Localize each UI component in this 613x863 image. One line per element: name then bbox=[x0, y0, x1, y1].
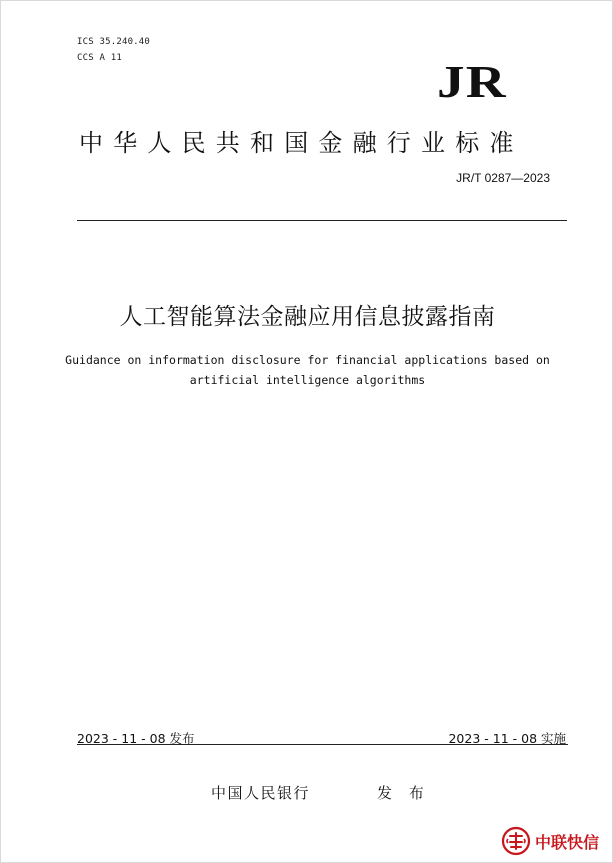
seal-logo-icon bbox=[501, 826, 531, 856]
document-title-en-line1: Guidance on information disclosure for financial applications based on bbox=[65, 353, 550, 367]
publish-date: 2023 - 11 - 08 发布 bbox=[77, 731, 195, 746]
document-title-en-line2: artificial intelligence algorithms bbox=[189, 373, 426, 387]
standard-category-title: 中华人民共和国金融行业标准 bbox=[79, 129, 524, 157]
ccs-code: CCS A 11 bbox=[77, 53, 122, 63]
jr-logo: JR bbox=[437, 56, 507, 107]
footer-divider bbox=[77, 744, 568, 745]
document-title-cn: 人工智能算法金融应用信息披露指南 bbox=[119, 304, 496, 330]
implement-date: 2023 - 11 - 08 实施 bbox=[448, 731, 566, 746]
issuer-name: 中国人民银行 bbox=[211, 784, 311, 802]
issue-label: 发 布 bbox=[377, 784, 430, 802]
watermark bbox=[501, 825, 599, 857]
standard-number: JR/T 0287—2023 bbox=[456, 171, 550, 185]
ics-code: ICS 35.240.40 bbox=[77, 37, 151, 47]
header-divider bbox=[77, 220, 567, 221]
watermark-text: 中联快信 bbox=[535, 832, 600, 852]
